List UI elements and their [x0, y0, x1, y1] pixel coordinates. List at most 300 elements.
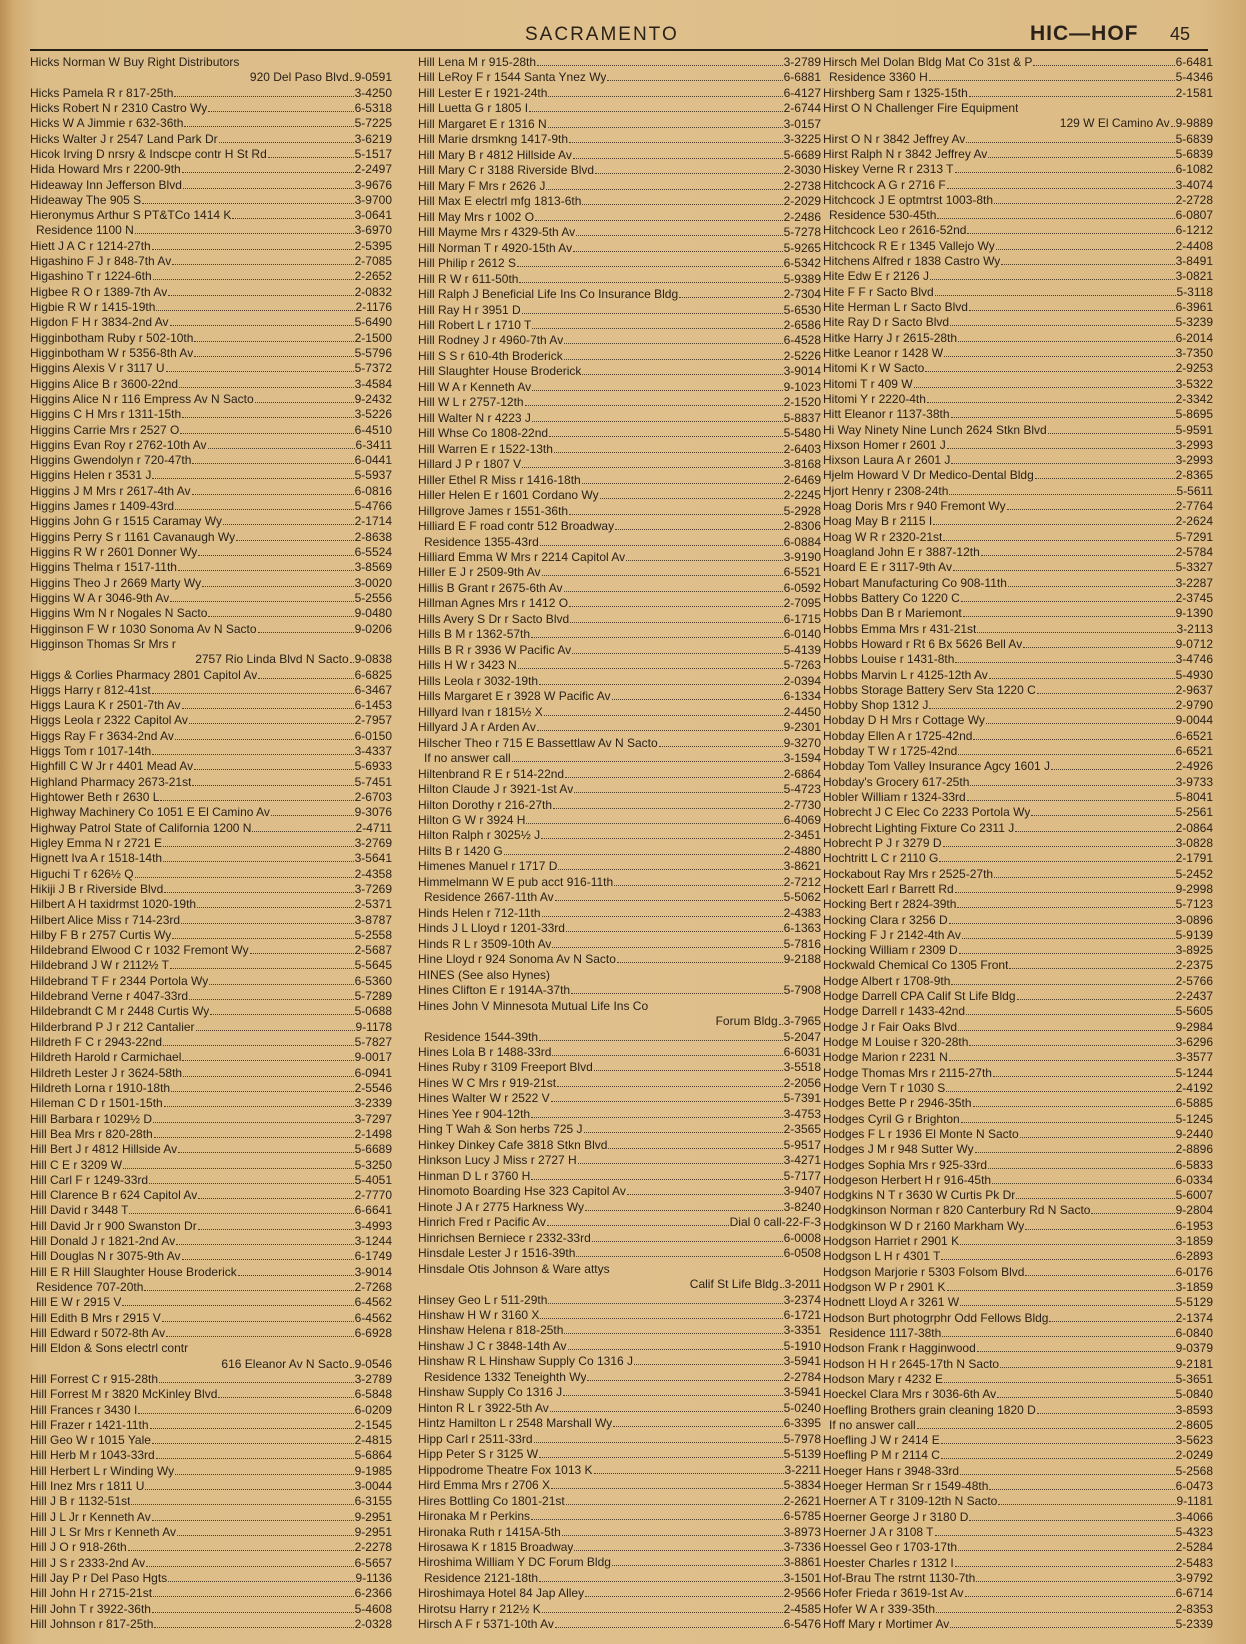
- listing-entry: [418, 921, 821, 936]
- listing-entry: [823, 147, 1213, 162]
- listing-name: Hill Forrest C r 915-28th: [30, 1371, 159, 1386]
- listing-entry: [30, 790, 392, 805]
- listing-entry: [418, 70, 821, 85]
- listing-entry: [418, 1478, 821, 1493]
- listing-entry: [823, 1341, 1213, 1356]
- listing-phone: 5-6839: [1175, 146, 1213, 161]
- listing-name: Residence 1544-39th: [424, 1029, 539, 1044]
- listing-entry: [30, 1158, 392, 1173]
- leader-dots: [122, 1304, 353, 1306]
- listing-phone: 2-5766: [1175, 973, 1213, 988]
- listing-name: Hocking Bert r 2824-39th: [823, 897, 957, 912]
- leader-dots: [168, 294, 353, 296]
- listing-entry: [30, 300, 392, 315]
- listing-name: Hilbert Alice Miss r 714-23rd: [30, 912, 181, 927]
- listing-entry: [30, 70, 392, 85]
- listing-phone: 3-2789: [783, 55, 821, 69]
- listing-phone: 2-4926: [1175, 759, 1213, 774]
- leader-dots: [578, 1162, 783, 1164]
- listing-entry: [823, 1556, 1213, 1571]
- listing-name: Hobbs Storage Battery Serv Sta 1220 C: [823, 682, 1036, 697]
- leader-dots: [192, 493, 354, 495]
- listing-name: Hill Warren E r 1522-13th: [418, 441, 553, 456]
- listing-name: Hirsch A F r 5371-10th Av: [418, 1617, 554, 1632]
- listing-phone: 5-7123: [1175, 897, 1213, 912]
- leader-dots: [975, 1151, 1175, 1153]
- leader-dots: [223, 523, 354, 525]
- listing-phone: 5-9139: [1175, 927, 1213, 942]
- leader-dots: [554, 451, 783, 453]
- leader-dots: [914, 386, 1175, 388]
- listing-name: Hodgson L H r 4301 T: [823, 1249, 941, 1264]
- listing-phone: 2-7212: [783, 874, 821, 889]
- leader-dots: [153, 1121, 354, 1123]
- listing-phone: 2-1714: [354, 514, 392, 529]
- leader-dots: [174, 95, 353, 97]
- listing-entry: [418, 1323, 821, 1338]
- listing-entry: [30, 438, 392, 453]
- listing-name: Hoeger Herman Sr r 1549-48th: [823, 1479, 989, 1494]
- listing-name: Hinds J L Lloyd r 1201-33rd: [418, 921, 565, 936]
- leader-dots: [574, 1549, 782, 1551]
- listing-entry: [823, 178, 1213, 193]
- listing-entry: [823, 361, 1213, 376]
- listing-name: Higgins Thelma r 1517-11th: [30, 560, 177, 575]
- listing-name: Hocking Clara r 3256 D: [823, 912, 948, 927]
- listing-entry: [418, 1231, 821, 1246]
- listing-name: Hoagland John E r 3887-12th: [823, 545, 980, 559]
- listing-name: Hodgeson Herbert H r 916-45th: [823, 1172, 992, 1187]
- listing-name: Hinton R L r 3922-5th Av: [418, 1400, 549, 1415]
- leader-dots: [572, 652, 782, 654]
- listing-name: Hitchcock R E r 1345 Vallejo Wy: [823, 238, 995, 253]
- listing-phone: 3-4337: [354, 744, 392, 759]
- listing-name: Hiett J A C r 1214-27th: [30, 238, 151, 253]
- listing-phone: 6-1363: [783, 921, 821, 936]
- listing-phone: 5-2568: [1175, 1463, 1213, 1478]
- listing-phone: 2-2245: [783, 488, 821, 503]
- leader-dots: [958, 753, 1174, 755]
- leader-dots: [941, 1258, 1174, 1260]
- leader-dots: [152, 248, 354, 250]
- listing-name: Hoerner George J r 3180 D: [823, 1509, 969, 1524]
- listing-entry: [823, 591, 1213, 606]
- leader-dots: [526, 822, 782, 824]
- listing-name: Hirst O N r 3842 Jeffrey Av: [823, 131, 966, 146]
- listing-entry: [30, 913, 392, 928]
- listing-phone: 2-2437: [1175, 989, 1213, 1004]
- leader-dots: [649, 1009, 820, 1010]
- leader-dots: [531, 1116, 783, 1118]
- listing-name: If no answer call: [829, 1417, 916, 1432]
- listing-name: Hoefling Brothers grain cleaning 1820 D: [823, 1402, 1036, 1417]
- listing-entry: [823, 974, 1213, 989]
- listing-name: 616 Eleanor Av N Sacto: [221, 1356, 349, 1371]
- leader-dots: [569, 605, 783, 607]
- leader-dots: [176, 1243, 353, 1245]
- listing-name: Hines Walter W r 2522 V: [418, 1091, 550, 1106]
- listing-name: Hines Yee r 904-12th: [418, 1106, 531, 1121]
- leader-dots: [634, 1363, 783, 1365]
- listing-name: Hilton Dorothy r 216-27th: [418, 797, 553, 812]
- listing-entry: [418, 1555, 821, 1570]
- listing-entry: [30, 1203, 392, 1218]
- listing-entry: [823, 683, 1213, 698]
- listing-name: Higdon F H r 3834-2nd Av: [30, 315, 169, 330]
- listing-phone: 2-8605: [1175, 1417, 1213, 1432]
- listing-entry: [30, 453, 392, 468]
- listing-phone: 5-7291: [1175, 529, 1213, 544]
- listing-name: Higgins Theo J r 2669 Marty Wy: [30, 575, 202, 590]
- listing-name: Hilts B r 1420 G: [418, 843, 503, 858]
- listing-name: Hildreth Lester J r 3624-58th: [30, 1065, 183, 1080]
- listing-entry: [823, 729, 1213, 744]
- listing-entry: [823, 1265, 1213, 1280]
- listing-entry: [823, 1096, 1213, 1111]
- listing-phone: 6-0816: [354, 483, 392, 498]
- leader-dots: [531, 1178, 782, 1180]
- leader-dots: [198, 1197, 353, 1199]
- listing-phone: 5-3250: [354, 1157, 392, 1172]
- listing-entry: [30, 315, 392, 330]
- listing-name: Higgins Evan Roy r 2762-10th Av: [30, 437, 207, 452]
- leader-dots: [172, 263, 353, 265]
- listing-entry: [823, 1050, 1213, 1065]
- listing-name: Hill Ralph J Beneficial Life Ins Co Insurance Bldg: [418, 287, 679, 302]
- listing-phone: 6-1453: [354, 698, 392, 713]
- leader-dots: [135, 876, 354, 878]
- listing-entry: [418, 1122, 821, 1137]
- listing-entry: [418, 952, 821, 967]
- listing-name: Hill Robert L r 1710 T: [418, 317, 532, 332]
- leader-dots: [531, 636, 783, 638]
- listing-name: Hoessel Geo r 1703-17th: [823, 1540, 958, 1555]
- listing-name: Hobart Manufacturing Co 908-11th: [823, 575, 1007, 590]
- listing-phone: 5-5062: [783, 890, 821, 905]
- listing-entry: [418, 411, 821, 426]
- listing-name: Hignett Iva A r 1518-14th: [30, 851, 163, 866]
- listing-phone: 3-1594: [783, 751, 821, 766]
- leader-dots: [209, 983, 353, 985]
- listing-entry: [823, 989, 1213, 1004]
- listing-name: Hill Walter N r 4223 J: [418, 410, 531, 425]
- listing-entry: [823, 545, 1213, 560]
- leader-dots: [993, 1075, 1175, 1077]
- listing-entry: [30, 1081, 392, 1096]
- leader-dots: [549, 435, 783, 437]
- listing-phone: 6-0176: [1175, 1264, 1213, 1279]
- listing-name: Hinote J A r 2775 Harkness Wy: [418, 1199, 584, 1214]
- leader-dots: [936, 1611, 1175, 1613]
- listing-columns: [30, 55, 1213, 1635]
- listing-name: Hines Clifton E r 1914A-37th: [418, 983, 571, 998]
- leader-dots: [170, 324, 354, 326]
- leader-dots: [518, 667, 783, 669]
- leader-dots: [189, 722, 354, 724]
- listing-entry: [823, 851, 1213, 866]
- listing-name: Highfill C W Jr r 4401 Mead Av: [30, 759, 194, 774]
- leader-dots: [138, 1412, 353, 1414]
- listing-name: Hines John V Minnesota Mutual Life Ins Co: [418, 998, 649, 1013]
- listing-entry: [823, 1112, 1213, 1127]
- leader-dots: [1035, 477, 1175, 479]
- listing-phone: 6-6641: [354, 1203, 392, 1218]
- listing-entry: [30, 1357, 392, 1372]
- listing-phone: 6-3155: [354, 1494, 392, 1509]
- listing-phone: 2-4585: [783, 1601, 821, 1616]
- listing-entry: [418, 117, 821, 132]
- leader-dots: [1048, 432, 1175, 434]
- listing-phone: 5-6689: [783, 147, 821, 162]
- listing-entry: [823, 1127, 1213, 1142]
- listing-phone: 2-8353: [1175, 1601, 1213, 1616]
- listing-phone: 3-8168: [783, 457, 821, 472]
- leader-dots: [611, 1272, 820, 1273]
- listing-name: Hilton Claude J r 3921-1st Av: [418, 782, 574, 797]
- leader-dots: [950, 324, 1175, 326]
- listing-entry: [30, 836, 392, 851]
- leader-dots: [969, 95, 1175, 97]
- leader-dots: [168, 1580, 354, 1582]
- leader-dots: [582, 482, 783, 484]
- listing-phone: 6-0473: [1175, 1479, 1213, 1494]
- leader-dots: [594, 1069, 783, 1071]
- leader-dots: [152, 753, 353, 755]
- leader-dots: [531, 1518, 783, 1520]
- listing-entry: [418, 473, 821, 488]
- leader-dots: [255, 401, 354, 403]
- leader-dots: [123, 1167, 354, 1169]
- listing-entry: [418, 1215, 821, 1230]
- leader-dots: [539, 1580, 783, 1582]
- listing-phone: 5-2561: [1175, 805, 1213, 820]
- listing-phone: 9-1181: [1176, 1494, 1213, 1509]
- leader-dots: [541, 837, 783, 839]
- listing-entry: [418, 875, 821, 890]
- listing-entry: [823, 668, 1213, 683]
- leader-dots: [949, 493, 1175, 495]
- listing-entry: [30, 223, 392, 238]
- listing-name: Hoerner A T r 3109-12th N Sacto: [823, 1494, 998, 1509]
- leader-dots: [238, 1274, 354, 1276]
- listing-name: Hilton G W r 3924 H: [418, 812, 526, 827]
- listing-entry: [418, 627, 821, 642]
- listing-entry: [823, 744, 1213, 759]
- listing-name: Hillgrove James r 1551-36th: [418, 503, 569, 518]
- listing-entry: [418, 1463, 821, 1478]
- listing-name: Hill Inez Mrs r 1811 U: [30, 1479, 145, 1494]
- listing-phone: 3-3351: [783, 1323, 821, 1338]
- leader-dots: [1171, 125, 1175, 127]
- leader-dots: [679, 296, 782, 298]
- listing-name: Hitomi T r 409 W: [823, 376, 913, 391]
- leader-dots: [192, 784, 353, 786]
- leader-dots: [627, 1193, 783, 1195]
- listing-entry: [30, 101, 392, 116]
- listing-entry: [418, 442, 821, 457]
- listing-name: Higgins Carrie Mrs r 2527 O: [30, 422, 180, 437]
- listing-entry: [30, 668, 392, 683]
- listing-phone: 6-0884: [783, 534, 821, 549]
- listing-name: Hobrecht J C Elec Co 2233 Portola Wy: [823, 805, 1031, 820]
- column-3: [823, 55, 1213, 1635]
- listing-phone: 5-9265: [783, 240, 821, 255]
- listing-entry: [30, 377, 392, 392]
- listing-entry: [823, 86, 1213, 101]
- leader-dots: [563, 1394, 783, 1396]
- leader-dots: [236, 539, 354, 541]
- listing-phone: 2-2738: [783, 178, 821, 193]
- listing-phone: 6-5360: [354, 973, 392, 988]
- listing-name: Residence 1332 Teneighth Wy: [424, 1369, 587, 1384]
- listing-entry: [418, 798, 821, 813]
- listing-phone: 5-3834: [783, 1478, 821, 1493]
- listing-phone: 3-5623: [1175, 1433, 1213, 1448]
- listing-name: Hobbs Marvin L r 4125-12th Av: [823, 667, 988, 682]
- leader-dots: [182, 416, 353, 418]
- listing-name: Hobday Ellen A r 1725-42nd: [823, 728, 973, 743]
- listing-phone: 2-4358: [354, 866, 392, 881]
- listing-phone: 5-0840: [1175, 1387, 1213, 1402]
- listing-name: Hildreth F C r 2943-22nd: [30, 1035, 163, 1049]
- listing-phone: 3-3225: [783, 132, 821, 147]
- listing-phone: 3-8240: [783, 1199, 821, 1214]
- leader-dots: [951, 983, 1174, 985]
- listing-phone: 3-0896: [1175, 912, 1213, 927]
- leader-dots: [555, 1626, 783, 1628]
- listing-phone: 6-1749: [354, 1249, 392, 1264]
- listing-phone: 5-2452: [1175, 866, 1213, 881]
- leader-dots: [156, 309, 354, 311]
- listing-name: Hill LeRoy F r 1544 Santa Ynez Wy: [418, 70, 607, 85]
- leader-dots: [1008, 585, 1175, 587]
- listing-name: Hill Frances r 3430 I: [30, 1402, 138, 1417]
- listing-name: Hill Eldon & Sons electrl contr: [30, 1341, 189, 1356]
- listing-name: Hinsey Geo L r 511-29th: [418, 1292, 548, 1307]
- listing-phone: 2-1791: [1175, 851, 1213, 866]
- listing-name: Hills B M r 1362-57th: [418, 627, 531, 642]
- listing-name: Higashino F J r 848-7th Av: [30, 254, 172, 269]
- listing-entry: [30, 821, 392, 836]
- listing-phone: 2-1500: [354, 330, 392, 345]
- listing-name: Hill Bea Mrs r 820-28th: [30, 1126, 153, 1141]
- listing-name: Higgins W A r 3046-9th Av: [30, 590, 170, 605]
- listing-entry: [823, 193, 1213, 208]
- listing-entry: [418, 380, 821, 395]
- listing-entry: [30, 576, 392, 591]
- listing-phone: 9-2432: [354, 391, 392, 406]
- listing-phone: 5-6864: [354, 1448, 392, 1463]
- listing-phone: 3-9792: [1175, 1570, 1213, 1585]
- listing-name: Residence 2667-11th Av: [424, 890, 554, 905]
- leader-dots: [164, 891, 353, 893]
- listing-entry: [30, 1448, 392, 1463]
- listing-entry: [418, 1494, 821, 1509]
- leader-dots: [208, 447, 355, 449]
- listing-phone: 5-4139: [783, 642, 821, 657]
- leader-dots: [142, 202, 353, 204]
- listing-name: Hideaway The 905 S: [30, 192, 142, 207]
- leader-dots: [949, 1059, 1175, 1061]
- listing-name: Hills Margaret E r 3928 W Pacific Av: [418, 689, 611, 704]
- listing-entry: [418, 1540, 821, 1555]
- listing-name: Hobbs Howard r Rt 6 Bx 5626 Bell Av: [823, 636, 1023, 651]
- leader-dots: [955, 1565, 1175, 1567]
- listing-entry: [418, 1138, 821, 1153]
- listing-phone: 9-0591: [354, 70, 392, 85]
- leader-dots: [961, 1121, 1175, 1123]
- listing-entry: [30, 1234, 392, 1249]
- listing-entry: [823, 1602, 1213, 1617]
- listing-entry: [823, 1510, 1213, 1525]
- leader-dots: [540, 544, 783, 546]
- leader-dots: [576, 1255, 782, 1257]
- listing-phone: 6-4510: [354, 422, 392, 437]
- listing-entry: [418, 937, 821, 952]
- listing-name: Hiller E J r 2509-9th Av: [418, 565, 541, 580]
- listing-phone: 5-2339: [1175, 1616, 1213, 1631]
- leader-dots: [566, 930, 783, 932]
- listing-name: Hildebrand Verne r 4047-33rd: [30, 989, 189, 1004]
- listing-phone: 2-1581: [1175, 85, 1213, 100]
- listing-entry: [30, 116, 392, 131]
- listing-phone: 2-4383: [783, 905, 821, 920]
- listing-name: Hitchcock A G r 2716 F: [823, 177, 946, 192]
- listing-entry: [418, 1617, 821, 1632]
- listing-phone: 5-4323: [1175, 1525, 1213, 1539]
- listing-name: Higgins Gwendolyn r 720-47th: [30, 453, 192, 468]
- listing-phone: 2-6469: [783, 472, 821, 487]
- listing-phone: 3-7965: [783, 1014, 821, 1029]
- listing-name: Hiskey Verne R r 2313 T: [823, 162, 954, 177]
- listing-phone: 6-5848: [354, 1387, 392, 1402]
- leader-dots: [947, 1289, 1175, 1291]
- leader-dots: [613, 1425, 782, 1427]
- listing-name: Hilbert A H taxidrmst 1020-19th: [30, 897, 197, 912]
- listing-name: Hill Mary B r 4812 Hillside Av: [418, 147, 572, 162]
- listing-name: Hinrich Fred r Pacific Av: [418, 1215, 546, 1230]
- leader-dots: [612, 698, 783, 700]
- listing-name: Hoefling J W r 2414 E: [823, 1433, 940, 1448]
- listing-name: Hill Slaughter House Broderick: [418, 364, 582, 379]
- listing-entry: [823, 790, 1213, 805]
- listing-phone: 3-2769: [354, 835, 392, 850]
- listing-phone: 6-4069: [783, 812, 821, 827]
- listing-phone: 2-4815: [354, 1433, 392, 1448]
- listing-phone: 2-0249: [1175, 1448, 1213, 1463]
- listing-phone: 9-0480: [354, 606, 392, 621]
- leader-dots: [947, 187, 1175, 189]
- listing-entry: [30, 713, 392, 728]
- leader-dots: [163, 845, 354, 847]
- listing-entry: [418, 751, 821, 766]
- listing-name: Hicks W A Jimmie r 632-36th: [30, 116, 184, 131]
- listing-phone: 5-8837: [783, 410, 821, 425]
- listing-entry: [30, 1295, 392, 1310]
- listing-entry: [30, 1004, 392, 1019]
- leader-dots: [612, 1564, 783, 1566]
- listing-name: Hill R W r 611-50th: [418, 271, 519, 286]
- listing-entry: [418, 1416, 821, 1431]
- listing-name: Higgins J M Mrs r 2617-4th Av: [30, 483, 191, 498]
- listing-phone: 6-3961: [1175, 300, 1213, 314]
- listing-name: Hiller Ethel R Miss r 1416-18th: [418, 472, 581, 487]
- listing-name: Hofer Frieda r 3619-1st Av: [823, 1586, 964, 1601]
- listing-phone: 2-7957: [354, 713, 392, 728]
- listing-entry: [30, 86, 392, 101]
- leader-dots: [153, 278, 354, 280]
- listing-phone: 2-2784: [783, 1369, 821, 1384]
